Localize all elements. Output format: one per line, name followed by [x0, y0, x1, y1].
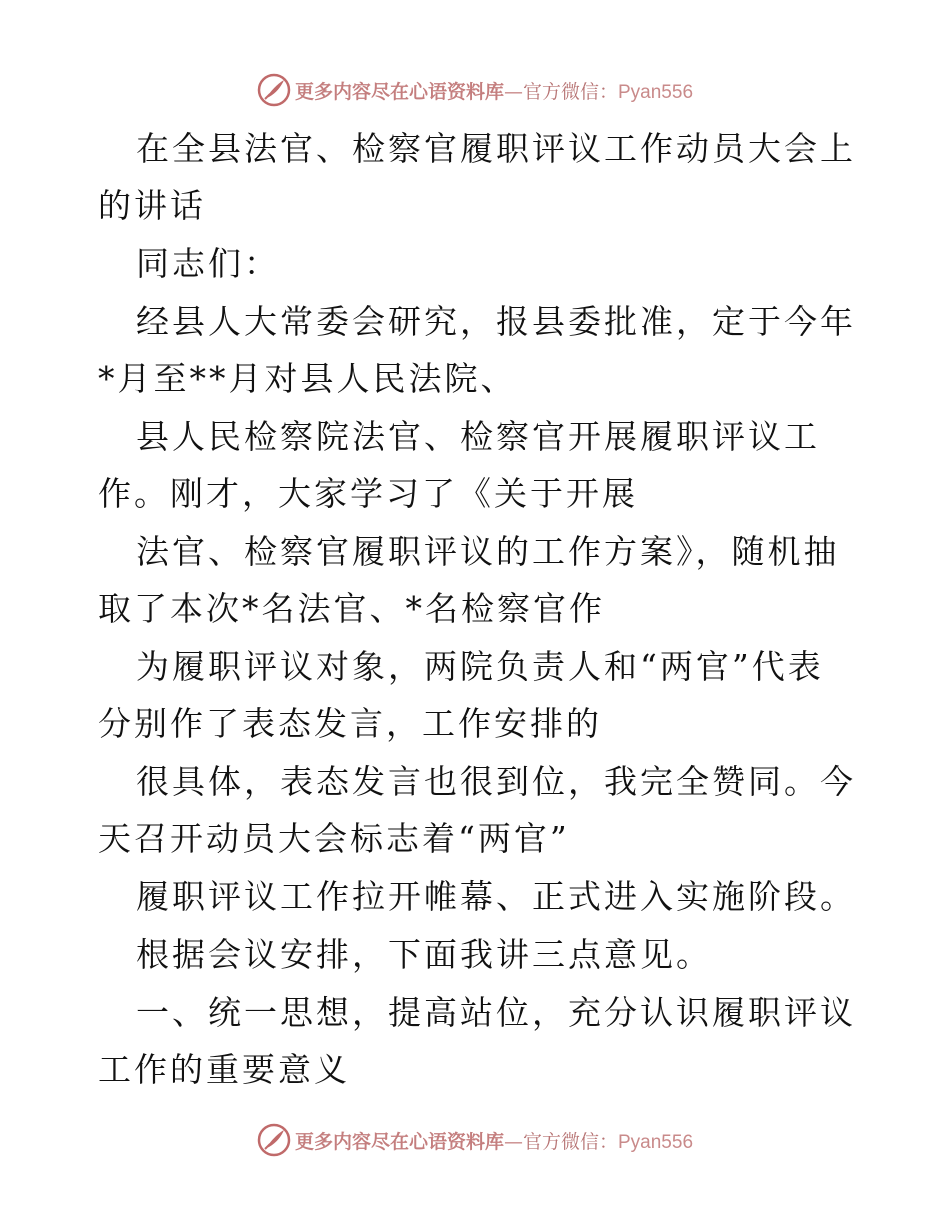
- watermark-site: 更多内容尽在心语资料库: [294, 1130, 504, 1153]
- watermark-wechat-id: Pyan556: [618, 81, 694, 103]
- document-title: 在全县法官、检察官履职评议工作动员大会上的讲话: [98, 129, 856, 225]
- header-watermark: [0, 70, 950, 110]
- watermark-wechat-id: Pyan556: [618, 1131, 694, 1153]
- section-heading: 一、统一思想，提高站位，充分认识履职评议工作的重要意义: [98, 993, 856, 1089]
- body-paragraph: 很具体，表态发言也很到位，我完全赞同。今天召开动员大会标志着“两官”: [98, 762, 856, 858]
- watermark-dash: —: [503, 80, 523, 103]
- salutation: 同志们：: [136, 244, 280, 283]
- body-paragraph: 为履职评议对象，两院负责人和“两官”代表分别作了表态发言，工作安排的: [98, 647, 824, 743]
- body-paragraph: 县人民检察院法官、检察官开展履职评议工作。刚才，大家学习了《关于开展: [98, 417, 820, 513]
- footer-watermark: [0, 1120, 950, 1160]
- quill-logo-icon: [257, 73, 291, 107]
- watermark-text: [295, 77, 693, 104]
- document-body: [98, 120, 858, 1099]
- body-paragraph: 根据会议安排，下面我讲三点意见。: [136, 935, 712, 974]
- watermark-dash: —: [503, 1130, 523, 1153]
- quill-logo-icon: [257, 1123, 291, 1157]
- body-paragraph: 法官、检察官履职评议的工作方案》，随机抽取了本次*名法官、*名检察官作: [98, 532, 840, 628]
- body-paragraph: 经县人大常委会研究，报县委批准，定于今年*月至**月对县人民法院、: [98, 302, 856, 398]
- watermark-site: 更多内容尽在心语资料库: [294, 80, 504, 103]
- watermark-wechat-label: 官方微信：: [522, 80, 618, 103]
- body-paragraph: 履职评议工作拉开帷幕、正式进入实施阶段。: [136, 877, 856, 916]
- watermark-text: [295, 1127, 693, 1154]
- watermark-wechat-label: 官方微信：: [522, 1130, 618, 1153]
